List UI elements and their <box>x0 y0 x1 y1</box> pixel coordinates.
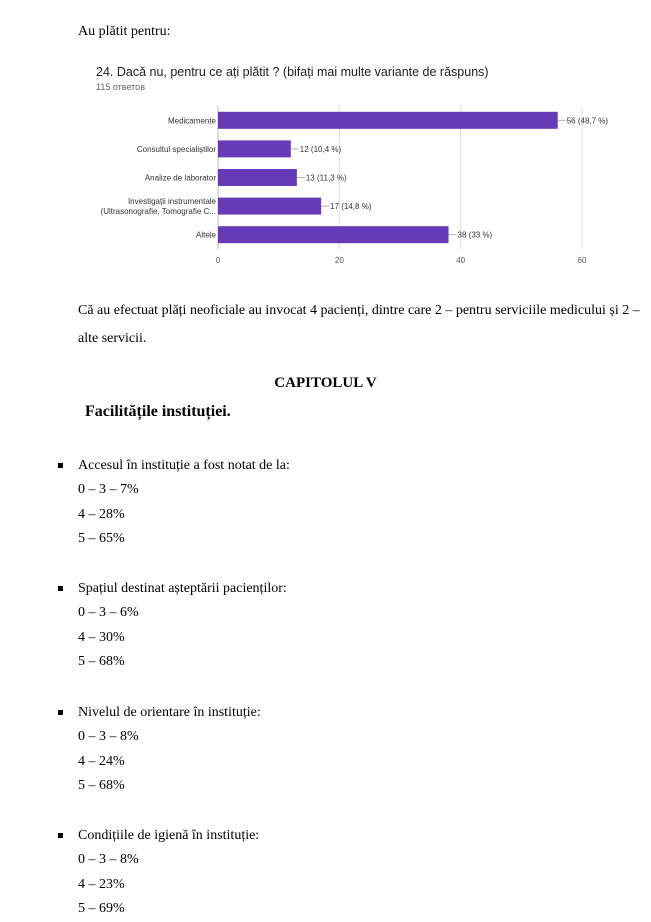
score-line: 4 – 24% <box>78 753 125 769</box>
bullet-icon <box>58 710 63 715</box>
score-line: 0 – 3 – 8% <box>78 852 139 867</box>
tick-label: 0 <box>215 256 221 265</box>
unofficial-payments-paragraph: Că au efectuat plăți neoficiale au invocat 4 pacienți, dintre care 2 – pentru serviciile medicului și 2 – alte servicii. <box>78 303 640 346</box>
score-line: 0 – 3 – 7% <box>78 482 139 497</box>
item-waiting-space <box>58 577 287 675</box>
data-label: 38 (33 %) <box>457 230 493 240</box>
bar <box>218 226 449 243</box>
bar <box>218 140 291 157</box>
data-label: 12 (10,4 %) <box>299 144 342 154</box>
bar <box>218 112 558 129</box>
tick-label: 60 <box>577 256 587 265</box>
chart-canvas <box>90 58 609 273</box>
score-line: 5 – 69% <box>78 901 125 916</box>
data-label: 17 (14,8 %) <box>330 202 372 212</box>
bar <box>218 169 297 186</box>
item-heading: Spațiul destinat așteptării pacienților: <box>78 581 287 596</box>
score-line: 0 – 3 – 8% <box>78 729 139 744</box>
chapter-title: CAPITOLUL V <box>274 375 377 391</box>
score-line: 0 – 3 – 6% <box>78 605 139 620</box>
bullet-icon <box>58 463 63 468</box>
score-line: 4 – 28% <box>78 506 125 522</box>
category-label: Medicamente <box>167 116 216 126</box>
item-orientation <box>58 701 261 799</box>
score-line: 5 – 65% <box>78 531 125 546</box>
category-label: Analize de laborator <box>144 173 216 183</box>
score-line: 4 – 23% <box>78 876 125 892</box>
data-label: 56 (48,7 %) <box>566 116 609 126</box>
item-heading: Nivelul de orientare în instituție: <box>78 705 261 720</box>
item-heading: Accesul în instituție a fost notat de la: <box>78 458 290 473</box>
item-access <box>58 454 290 552</box>
item-heading: Condițiile de igienă în instituție: <box>78 828 260 843</box>
intro-text: Au plătit pentru: <box>78 24 171 39</box>
bullet-icon <box>58 586 63 591</box>
tick-label: 20 <box>334 256 344 265</box>
category-label: Consultul specialiștilor <box>136 144 216 154</box>
chart-title: 24. Dacă nu, pentru ce ați plătit ? (bifați mai multe variante de răspuns) <box>96 65 489 79</box>
tick-label: 40 <box>456 256 466 265</box>
score-line: 4 – 30% <box>78 629 125 645</box>
bar <box>218 198 321 215</box>
item-hygiene <box>58 824 260 922</box>
category-label: Altele <box>195 230 216 240</box>
section-title: Facilitățile instituției. <box>85 403 231 420</box>
score-line: 5 – 68% <box>78 778 125 793</box>
bar-chart <box>90 58 609 273</box>
data-label: 13 (11,3 %) <box>305 173 347 183</box>
category-label: (Ultrasonografie, Tomografie C... <box>100 207 216 217</box>
bullet-icon <box>58 833 63 838</box>
category-label: Investigații instrumentale <box>127 197 216 207</box>
score-line: 5 – 68% <box>78 654 125 669</box>
chart-response-count: 115 ответов <box>96 82 145 92</box>
